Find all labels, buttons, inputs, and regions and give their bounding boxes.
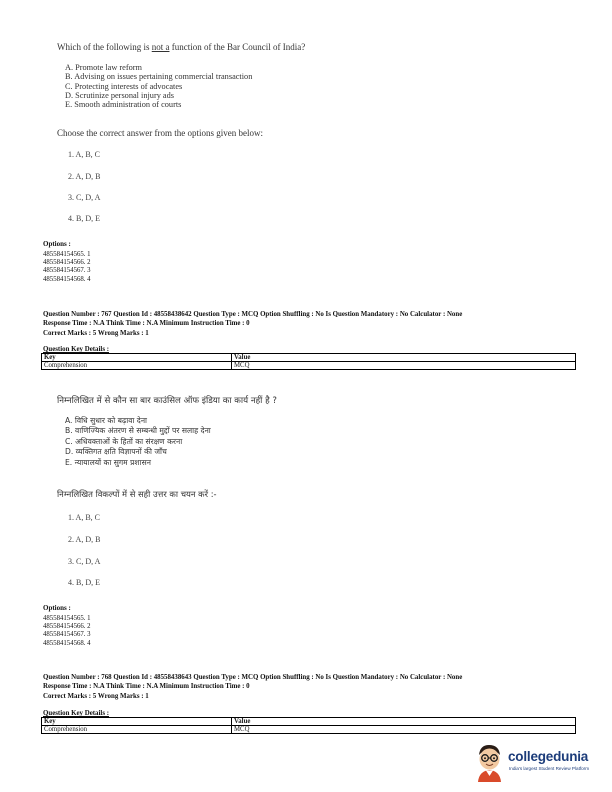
option-id-4: 485584154568. 4: [43, 275, 91, 283]
key-header: Key: [42, 354, 232, 362]
statement-list: [65, 63, 252, 109]
statement-e-hindi: E. न्यायालयों का सुगम प्रशासन: [65, 457, 151, 467]
key-details-heading-2: Question Key Details :: [43, 710, 110, 717]
meta-line-3: Correct Marks : 5 Wrong Marks : 1: [43, 329, 149, 337]
option-id-1: 485584154565. 1: [43, 251, 91, 258]
option-id-3: 485584154567. 3: [43, 267, 91, 275]
collegedunia-logo: [472, 740, 602, 784]
meta-line-1: Question Number : 767 Question Id : 48558438642 Question Type : MCQ Option Shuffling : No Is Question Mandatory : No Calculator : None: [43, 311, 463, 318]
logo-wordmark: collegedunia: [508, 749, 589, 764]
key-header: Key: [42, 718, 232, 726]
options-list: [43, 251, 91, 284]
option-id-3: 485584154567. 3: [43, 631, 91, 639]
statement-d-hindi: D. व्यक्तिगत क्षति विज्ञापनों की जाँच: [65, 447, 167, 457]
statement-a-hindi: A. विधि सुधार को बढ़ावा देना: [65, 416, 148, 425]
option-id-4: 485584154568. 4: [43, 639, 91, 647]
student-mascot-icon: [472, 742, 506, 782]
options-label: Options :: [43, 240, 71, 248]
key-table-2: [41, 717, 576, 734]
key-details-heading: Question Key Details :: [43, 346, 110, 353]
choice-2: 2. A, D, B: [68, 172, 101, 181]
logo-tagline: India's largest Student Review Platform: [509, 766, 590, 771]
question-meta: [43, 310, 603, 338]
value-cell: MCQ: [232, 726, 576, 734]
choice-3: 3. C, D, A: [68, 193, 101, 202]
value-header: Value: [232, 354, 576, 362]
choice-3-hindi: 3. C, D, A: [68, 557, 101, 566]
statement-b: B. Advising on issues pertaining commercial transaction: [65, 72, 253, 82]
question-prompt: [57, 42, 305, 52]
key-table: [41, 353, 576, 370]
statement-d: D. Scrutinize personal injury ads: [65, 90, 174, 100]
choice-4-hindi: 4. B, D, E: [68, 578, 100, 587]
options-label-2: Options :: [43, 604, 71, 612]
statement-c: C. Protecting interests of advocates: [65, 81, 183, 91]
question-meta-2: [43, 673, 603, 701]
statement-a: A. Promote law reform: [65, 63, 142, 72]
meta-line-2: Response Time : N.A Think Time : N.A Minimum Instruction Time : 0: [43, 320, 250, 328]
key-cell: Comprehension: [42, 726, 232, 734]
question-instruction-hindi: निम्नलिखित विकल्पों में से सही उत्तर का चयन करें :-: [57, 489, 217, 499]
question-prompt-hindi: निम्नलिखित में से कौन सा बार काउंसिल ऑफ इंडिया का कार्य नहीं है ?: [57, 396, 277, 406]
key-cell: Comprehension: [42, 362, 232, 370]
meta-line-2: Response Time : N.A Think Time : N.A Minimum Instruction Time : 0: [43, 683, 250, 691]
options-list-2: [43, 615, 91, 648]
prompt-text-start: Which of the following is: [57, 42, 152, 52]
statement-c-hindi: C. अधिवक्ताओं के हितों का संरक्षण करना: [65, 436, 183, 446]
prompt-text-end: function of the Bar Council of India?: [169, 42, 306, 52]
statement-list-hindi: [65, 416, 211, 468]
value-header: Value: [232, 718, 576, 726]
choice-1: 1. A, B, C: [68, 150, 101, 159]
option-id-2: 485584154566. 2: [43, 623, 91, 631]
option-id-2: 485584154566. 2: [43, 259, 91, 267]
option-id-1: 485584154565. 1: [43, 615, 91, 622]
prompt-underlined: not a: [151, 42, 170, 52]
choice-4: 4. B, D, E: [68, 214, 100, 223]
meta-line-3: Correct Marks : 5 Wrong Marks : 1: [43, 692, 149, 700]
choice-2-hindi: 2. A, D, B: [68, 535, 101, 544]
question-instruction: Choose the correct answer from the options given below:: [57, 128, 263, 138]
statement-e: E. Smooth administration of courts: [65, 100, 182, 110]
statement-b-hindi: B. वाणिज्यिक अंतरण से सम्बन्धी मुद्दों पर सलाह देना: [65, 426, 211, 436]
meta-line-1: Question Number : 768 Question Id : 48558438643 Question Type : MCQ Option Shuffling : No Is Question Mandatory : No Calculator : None: [43, 674, 463, 681]
choice-1-hindi: 1. A, B, C: [68, 513, 101, 522]
value-cell: MCQ: [232, 362, 576, 370]
